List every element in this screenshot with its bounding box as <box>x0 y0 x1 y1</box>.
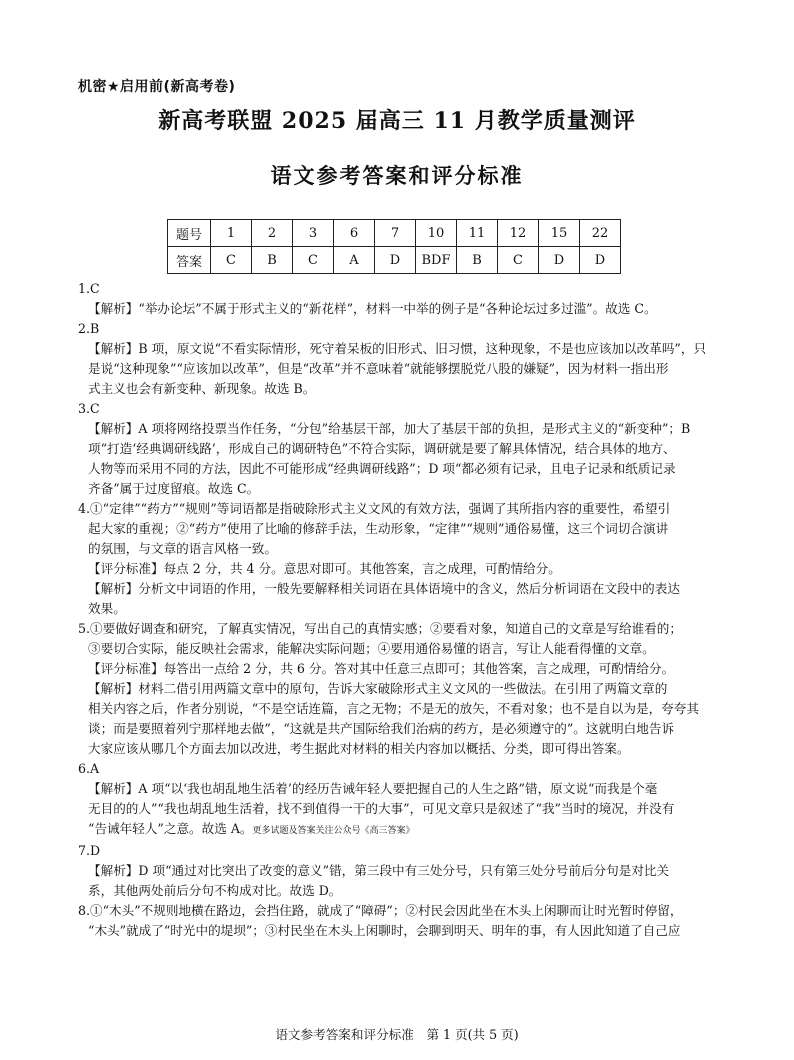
answer-cell: C <box>498 247 539 274</box>
row-label-answer: 答案 <box>168 247 211 274</box>
line-text: 2.B <box>78 321 100 336</box>
question-number-cell: 2 <box>252 220 293 247</box>
question-number-cell: 12 <box>498 220 539 247</box>
answer-table <box>167 219 621 274</box>
explanation-line <box>78 439 718 459</box>
confidential-label: 机密★启用前(新高考卷) <box>78 79 236 95</box>
page-footer: 语文参考答案和评分标准 第 1 页(共 5 页) <box>275 1027 519 1042</box>
line-text: 式主义也会有新变种、新现象。故选 B。 <box>88 381 316 396</box>
line-text: 【评分标准】每点 2 分，共 4 分。意思对即可。其他答案，言之成理，可酌情给分。 <box>88 561 561 576</box>
explanation-line <box>78 921 718 941</box>
line-text: “木头”就成了“时光中的堤坝”；③村民坐在木头上闲聊时，会聊到明天、明年的事，有人因此知道了自己应 <box>88 923 681 938</box>
line-text: 是说“这种现象”“应该加以改革”，但是“改革”并不意味着“就能够摆脱党八股的嫌疑”，因为材料一指出形 <box>88 361 669 376</box>
explanation-line <box>78 699 718 719</box>
question-number-cell: 6 <box>334 220 375 247</box>
question-answer-line <box>78 399 718 419</box>
line-text: 【解析】A 项将网络投票当作任务，“分包”给基层干部，加大了基层干部的负担，是形式主义的“新变种”；B <box>88 421 691 436</box>
answer-cell: A <box>334 247 375 274</box>
explanation-line <box>78 559 718 579</box>
answer-cell: B <box>457 247 498 274</box>
question-answer-line <box>78 901 718 921</box>
line-text: 项“打造‘经典调研线路’，形成自己的调研特色”不符合实际，调研就是要了解具体情况，结合具体的地方、 <box>88 441 676 456</box>
line-text: 3.C <box>78 401 100 416</box>
answer-cell: C <box>211 247 252 274</box>
explanation-line <box>78 719 718 739</box>
line-text: “告诫年轻人”之意。故选 A。 <box>88 821 253 836</box>
explanation-line <box>78 459 718 479</box>
line-text: 6.A <box>78 761 100 776</box>
explanation-line <box>78 539 718 559</box>
question-answer-line <box>78 759 718 779</box>
question-answer-line <box>78 279 718 299</box>
question-number-cell: 3 <box>293 220 334 247</box>
line-text: 大家应该从哪几个方面去加以改进，考生据此对材料的相关内容加以概括、分类，即可得出答案。 <box>88 741 630 756</box>
line-text: 4.①“定律”“药方”“规则”等词语都是指破除形式主义文风的有效方法，强调了其所指内容的重要性，希望引 <box>78 501 671 516</box>
question-number-cell: 10 <box>416 220 457 247</box>
answer-explanations <box>78 279 718 941</box>
explanation-line <box>78 799 718 819</box>
explanation-line <box>78 599 718 619</box>
line-text: ③要切合实际，能反映社会需求，能解决实际问题；④要用通俗易懂的语言，写让人能看得懂的文章。 <box>88 641 655 656</box>
explanation-line <box>78 519 718 539</box>
line-text: 的氛围，与文章的语言风格一致。 <box>88 541 277 556</box>
answer-table-row-numbers <box>168 220 621 247</box>
answer-cell: D <box>580 247 621 274</box>
answer-cell: BDF <box>416 247 457 274</box>
line-text: 起大家的重视；②“药方”使用了比喻的修辞手法，生动形象，“定律”“规则”通俗易懂，这三个词切合演讲 <box>88 521 669 536</box>
answer-cell: C <box>293 247 334 274</box>
explanation-line <box>78 299 718 319</box>
explanation-line <box>78 579 718 599</box>
explanation-line <box>78 819 718 841</box>
line-text: 【解析】A 项“以‘我也胡乱地生活着’的经历告诫年轻人要把握自己的人生之路”错，原文说“而我是个毫 <box>88 781 658 796</box>
explanation-line <box>78 739 718 759</box>
question-number-cell: 7 <box>375 220 416 247</box>
line-text: 【解析】“举办论坛”不属于形式主义的“新花样”，材料一中举的例子是“各种论坛过多过滥”。故选 C。 <box>88 301 657 316</box>
line-text: 效果。 <box>88 601 126 616</box>
answer-cell: D <box>375 247 416 274</box>
explanation-line <box>78 639 718 659</box>
explanation-line <box>78 659 718 679</box>
line-text: 人物等而采用不同的方法，因此不可能形成“经典调研线路”；D 项“都必须有记录，且电子记录和纸质记录 <box>88 461 676 476</box>
line-text: 【解析】D 项“通过对比突出了改变的意义”错，第三段中有三处分号，只有第三处分号前后分句是对比关 <box>88 863 670 878</box>
line-text: 5.①要做好调查和研究，了解真实情况，写出自己的真情实感；②要看对象，知道自己的文章是写给谁看的； <box>78 621 682 636</box>
answer-table-row-answers <box>168 247 621 274</box>
line-text: 7.D <box>78 843 101 858</box>
explanation-line <box>78 679 718 699</box>
question-number-cell: 15 <box>539 220 580 247</box>
promo-note: 更多试题及答案关注公众号《高三答案》 <box>252 826 415 836</box>
question-number-cell: 1 <box>211 220 252 247</box>
line-text: 【评分标准】每答出一点给 2 分，共 6 分。答对其中任意三点即可；其他答案，言之成理，可酌情给分。 <box>88 661 675 676</box>
line-text: 齐备”属于过度留痕。故选 C。 <box>88 481 260 496</box>
question-answer-line <box>78 319 718 339</box>
line-text: 无目的的人”“我也胡乱地生活着，找不到值得一干的大事”，可见文章只是叙述了“我”当时的境况，并没有 <box>88 801 675 816</box>
line-text: 【解析】材料二借引用两篇文章中的原句，告诉大家破除形式主义文风的一些做法。在引用了两篇文章的 <box>88 681 668 696</box>
page-title: 新高考联盟 2025 届高三 11 月教学质量测评 <box>158 108 636 134</box>
explanation-line <box>78 339 718 359</box>
explanation-line <box>78 479 718 499</box>
row-label-question-number: 题号 <box>168 220 211 247</box>
line-text: 8.①“木头”不规则地横在路边，会挡住路，就成了“障碍”；②村民会因此坐在木头上闲聊而让时光暂时停留， <box>78 903 683 918</box>
question-number-cell: 22 <box>580 220 621 247</box>
line-text: 1.C <box>78 281 100 296</box>
explanation-line <box>78 419 718 439</box>
line-text: 系，其他两处前后分句不构成对比。故选 D。 <box>88 883 342 898</box>
answer-cell: D <box>539 247 580 274</box>
explanation-line <box>78 359 718 379</box>
explanation-line <box>78 379 718 399</box>
question-answer-line <box>78 499 718 519</box>
explanation-line <box>78 779 718 799</box>
explanation-line <box>78 881 718 901</box>
answer-cell: B <box>252 247 293 274</box>
question-answer-line <box>78 619 718 639</box>
explanation-line <box>78 861 718 881</box>
question-number-cell: 11 <box>457 220 498 247</box>
line-text: 【解析】分析文中词语的作用，一般先要解释相关词语在具体语境中的含义，然后分析词语在文段中的表达 <box>88 581 680 596</box>
page-subtitle: 语文参考答案和评分标准 <box>270 164 524 188</box>
line-text: 【解析】B 项，原文说“不看实际情形，死守着呆板的旧形式、旧习惯，这种现象，不是也应该加以改革吗”，只 <box>88 341 707 356</box>
line-text: 谈；而是要照着列宁那样地去做”，“这就是共产国际给我们治病的药方，是必须遵守的”。这就明白地告诉 <box>88 721 675 736</box>
line-text: 相关内容之后，作者分别说，“不是空话连篇，言之无物；不是无的放矢，不看对象；也不是自以为是，夸夸其 <box>88 701 699 716</box>
question-answer-line <box>78 841 718 861</box>
